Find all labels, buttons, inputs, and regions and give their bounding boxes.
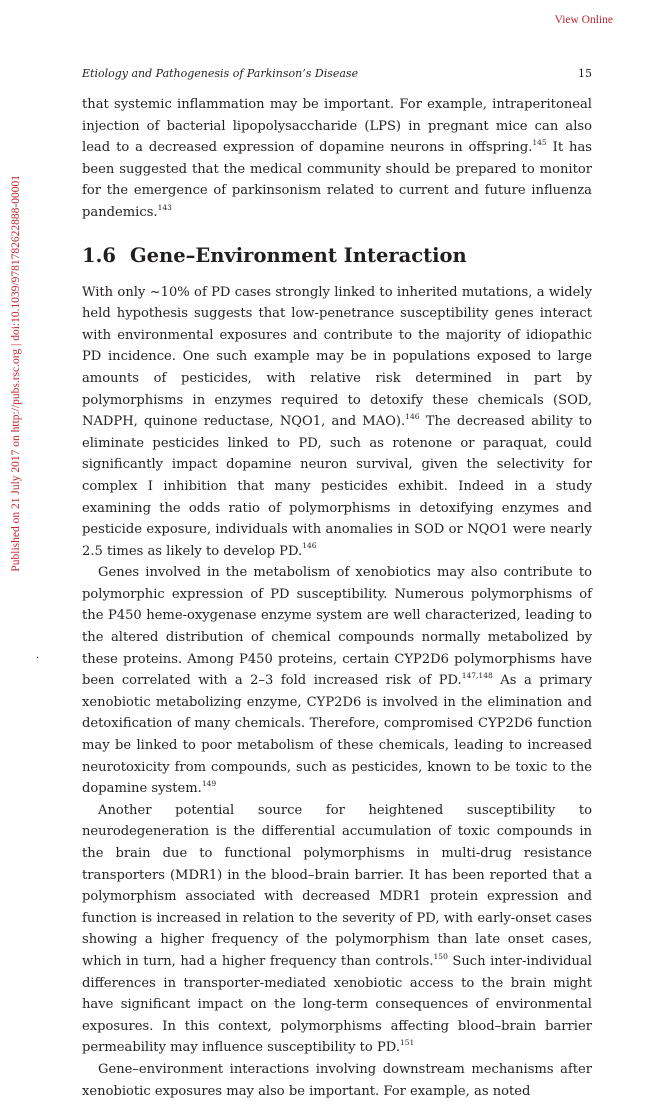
section-number: 1.6 <box>82 243 116 267</box>
margin-dot: · <box>36 653 40 664</box>
paragraph-text: Another potential source for heightened susceptibility to neurodegeneration is the differential accumulation of toxic compounds in the brain due to functional polymorphisms in multi-drug resistance transporters (MDR1) in the blood–brain barrier. It has been reported that a polymorphism associated with decreased MDR1 protein expression and function is increased in relation to the severity of PD, with early-onset cases showing a higher frequency of the polymorphism than late onset cases, which in turn, had a higher frequency than controls. <box>82 802 592 969</box>
citation[interactable]: 143 <box>157 202 172 212</box>
citation[interactable]: 151 <box>399 1037 415 1047</box>
publication-note[interactable]: Published on 21 July 2017 on http://pubs.rsc.org | doi:10.1039/9781782622888-00001 <box>10 175 22 572</box>
citation[interactable]: 145 <box>532 137 547 147</box>
running-title: Etiology and Pathogenesis of Parkinson’s Disease <box>82 67 359 80</box>
citation[interactable]: 146 <box>405 411 420 421</box>
page-number: 15 <box>578 67 592 80</box>
paragraph-text: With only ~10% of PD cases strongly linked to inherited mutations, a widely held hypothesis suggests that low-penetrance susceptibility genes interact with environmental exposures and contribute to the majority of idiopathic PD incidence. One such example may be in populations exposed to large amounts of pesticides, with relative risk determined in part by polymorphisms in enzymes required to detoxify these chemicals (SOD, NADPH, quinone reductase, NQO1, and MAO). <box>82 284 592 430</box>
paragraph-text: The decreased ability to eliminate pesticides linked to PD, such as rotenone or paraquat, could significantly impact dopamine neuron survival, given the selectivity for complex I inhibition that many pesticides exhibit. Indeed in a study examining the odds ratio of polymorphisms in detoxifying enzymes and pesticide exposure, individuals with anomalies in SOD or NQO1 were nearly 2.5 times as likely to develop PD. <box>82 414 592 559</box>
paragraph-text: It has been suggested that the medical community should be prepared to monitor for the emergence of parkinsonism related to current and future influenza pandemics. <box>82 140 593 220</box>
paragraph-text: that systemic inflammation may be important. For example, intraperitoneal injection of bacterial lipopolysaccharide (LPS) in pregnant mice can also lead to a decreased expression of dopamine neurons in offspring. <box>82 97 592 156</box>
running-header <box>82 67 592 83</box>
section-title: Gene–Environment Interaction <box>130 243 467 267</box>
paragraph-text: Such inter-individual differences in transporter-mediated xenobiotic access to the brain might have significant impact on the long-term consequences of environmental exposures. In this context, polymorphisms affecting blood–brain barrier permeability may influence susceptibility to PD. <box>82 953 592 1056</box>
citation[interactable]: 149 <box>201 778 217 788</box>
section-heading <box>82 244 592 268</box>
citation[interactable]: 146 <box>302 541 317 551</box>
paragraph <box>82 800 592 1059</box>
paragraph <box>82 282 592 563</box>
citation[interactable]: 147,148 <box>461 670 493 680</box>
view-online-link[interactable]: View Online <box>554 14 613 26</box>
paragraph <box>82 562 592 800</box>
paragraph-text: Gene–environment interactions involving downstream mechanisms after xenobiotic exposures may also be important. For example, as noted <box>82 1061 592 1099</box>
paragraph-continued <box>82 94 592 224</box>
paragraph <box>82 1059 592 1102</box>
paragraph-text: Genes involved in the metabolism of xenobiotics may also contribute to polymorphic expression of PD susceptibility. Numerous polymorphisms of the P450 heme-oxygenase enzyme system are well characterized, leading to the altered distribution of chemical compounds normally metabolized by these proteins. Among P450 proteins, certain CYP2D6 polymorphisms have been correlated with a 2–3 fold increased risk of PD. <box>82 565 592 689</box>
page-body <box>82 67 592 1102</box>
paragraph-text: As a primary xenobiotic metabolizing enzyme, CYP2D6 is involved in the elimination and detoxification of many chemicals. Therefore, compromised CYP2D6 function may be linked to poor metabolism of these chemicals, leading to increased neurotoxicity from compounds, such as pesticides, known to be toxic to the dopamine system. <box>82 673 592 797</box>
citation[interactable]: 150 <box>433 951 448 961</box>
